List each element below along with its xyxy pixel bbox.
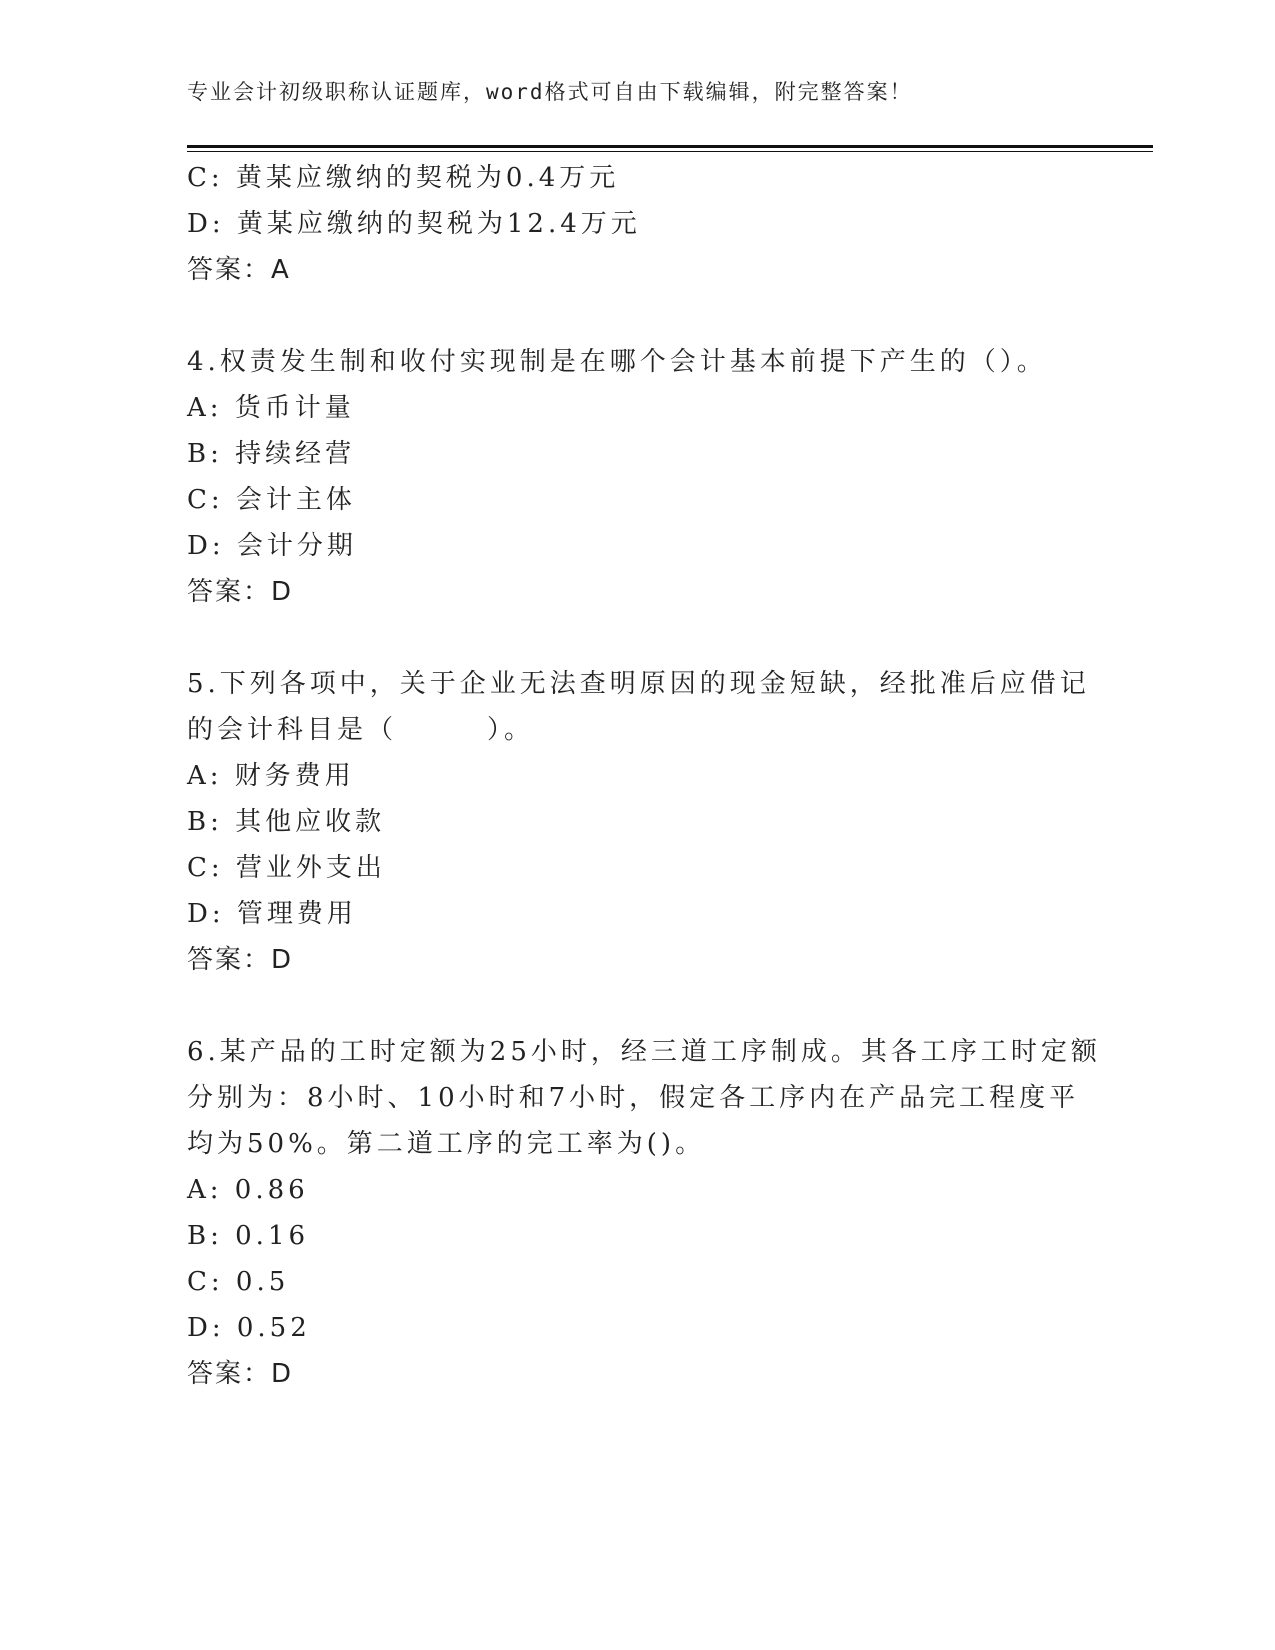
q5-option-d: D: 管理费用 xyxy=(187,899,357,929)
q6-stem-line-1: 6.某产品的工时定额为25小时，经三道工序制成。其各工序工时定额 xyxy=(187,1037,1101,1067)
q6-stem-line-2: 分别为：8小时、10小时和7小时，假定各工序内在产品完工程度平 xyxy=(187,1083,1080,1113)
page-header: 专业会计初级职称认证题库，word格式可自由下载编辑，附完整答案！ xyxy=(187,80,913,104)
q6-option-b: B: 0.16 xyxy=(187,1221,310,1251)
q5-stem-line-2: 的会计科目是（ ）。 xyxy=(187,715,535,745)
q4-answer: 答案：D xyxy=(187,577,294,607)
q3-option-d: D: 黄某应缴纳的契税为12.4万元 xyxy=(187,209,641,239)
q4-option-d: D: 会计分期 xyxy=(187,531,357,561)
header-divider-thin xyxy=(187,151,1153,152)
q3-answer: 答案：A xyxy=(187,255,291,285)
q3-option-c: C: 黄某应缴纳的契税为0.4万元 xyxy=(187,163,620,193)
q4-stem: 4.权责发生制和收付实现制是在哪个会计基本前提下产生的（）。 xyxy=(187,347,1047,377)
header-divider-thick xyxy=(187,145,1153,148)
q4-option-c: C: 会计主体 xyxy=(187,485,356,515)
q5-option-c: C: 营业外支出 xyxy=(187,853,386,883)
q4-option-b: B: 持续经营 xyxy=(187,439,356,469)
q5-stem-line-1: 5.下列各项中，关于企业无法查明原因的现金短缺，经批准后应借记 xyxy=(187,669,1090,699)
q5-option-a: A: 财务费用 xyxy=(187,761,355,791)
q6-option-c: C: 0.5 xyxy=(187,1267,290,1297)
q6-option-a: A: 0.86 xyxy=(187,1175,309,1205)
q6-option-d: D: 0.52 xyxy=(187,1313,311,1343)
q6-stem-line-3: 均为50%。第二道工序的完工率为()。 xyxy=(187,1129,706,1159)
q5-answer: 答案：D xyxy=(187,945,294,975)
q6-answer: 答案：D xyxy=(187,1359,294,1389)
q5-option-b: B: 其他应收款 xyxy=(187,807,386,837)
q4-option-a: A: 货币计量 xyxy=(187,393,355,423)
